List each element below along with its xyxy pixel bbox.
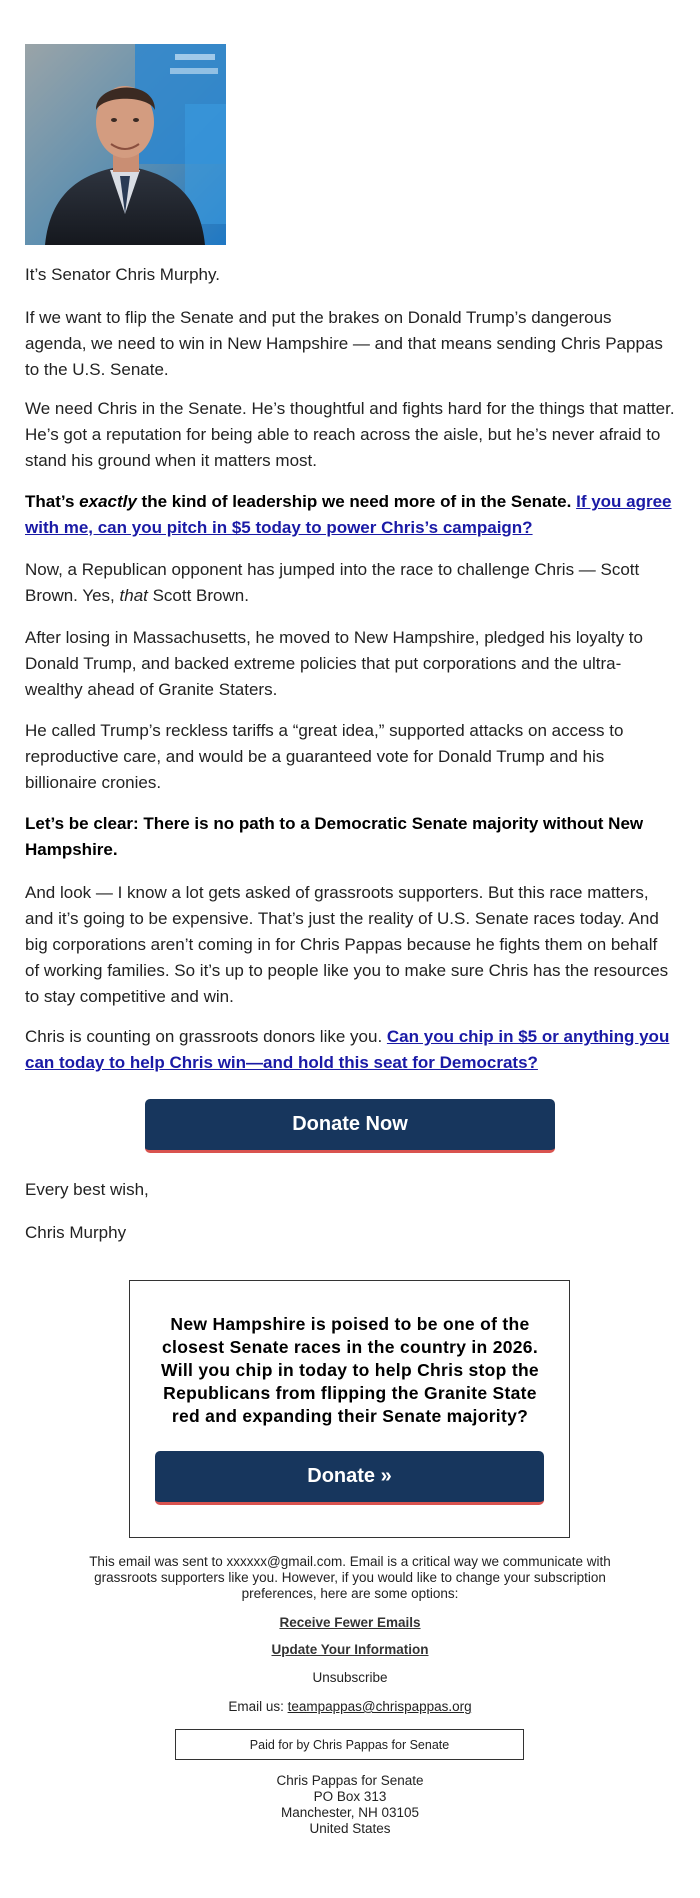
paragraph-counting-on [25, 1024, 675, 1076]
opponent-text-a: Now, a Republican opponent has jumped into the race to challenge Chris — Scott Brown. Yes, [25, 560, 640, 605]
paragraph-flip-senate: If we want to flip the Senate and put the brakes on Donald Trump’s dangerous agenda, we need to win in New Hampshire — and that means sending Chris Pappas to the U.S. Senate. [25, 308, 663, 379]
promo-donate-button[interactable]: Donate » [155, 1451, 544, 1505]
footer-email-us [70, 1699, 630, 1715]
senator-photo [25, 44, 226, 245]
update-information-link[interactable]: Update Your Information [271, 1642, 429, 1657]
paid-for-box: Paid for by Chris Pappas for Senate [175, 1729, 524, 1760]
footer-update-info [70, 1642, 630, 1658]
paragraph-opponent [25, 557, 675, 609]
paragraph-be-clear [25, 811, 675, 863]
chip-in-link[interactable]: Can you chip in $5 or anything you can today to help Chris win—and hold this seat for Democrats? [25, 1027, 670, 1072]
leadership-bold-a: That’s [25, 492, 80, 511]
counting-on-text: Chris is counting on grassroots donors like you. [25, 1027, 387, 1046]
footer-address-pobox: PO Box 313 [313, 1789, 387, 1804]
pitch-in-link[interactable]: If you agree with me, can you pitch in $5 today to power Chris’s campaign? [25, 492, 672, 537]
receive-fewer-emails-link[interactable]: Receive Fewer Emails [279, 1615, 421, 1630]
email-us-link[interactable]: teampappas@chrispappas.org [287, 1699, 472, 1714]
paragraph-grassroots: And look — I know a lot gets asked of grassroots supporters. But this race matters, and it’s going to be expensive. That’s just the reality of U.S. Senate races today. And big corporations aren’t coming in for Chris Pappas because he fights them on behalf of working families. So it’s up to people like you to make sure Chris has the resources to stay competitive and win. [25, 883, 669, 1006]
signature: Chris Murphy [25, 1223, 127, 1242]
footer-fewer-emails [70, 1615, 630, 1631]
opponent-emphasis: that [119, 586, 148, 605]
paragraph-leadership [25, 489, 675, 541]
footer-notice: This email was sent to xxxxxx@gmail.com. Email is a critical way we communicate with grassroots supporters like you. However, if you would like to change your subscription preferences, here are some options: [89, 1554, 611, 1601]
closing-line: Every best wish, [25, 1180, 149, 1199]
portrait-photo-icon [25, 44, 226, 245]
donate-now-button[interactable]: Donate Now [145, 1099, 555, 1153]
footer-address-name: Chris Pappas for Senate [276, 1773, 424, 1788]
intro-line: It’s Senator Chris Murphy. [25, 265, 220, 284]
promo-text: New Hampshire is poised to be one of the closest Senate races in the country in 2026. Will you chip in today to help Chris stop the Republicans from flipping the Granite State red and expanding their Senate majority? [161, 1314, 539, 1426]
paragraph-massachusetts: After losing in Massachusetts, he moved to New Hampshire, pledged his loyalty to Donald Trump, and backed extreme policies that put corporations and the ultra-wealthy ahead of Granite Staters. [25, 628, 643, 699]
footer-address-country: United States [309, 1821, 391, 1836]
email-us-label: Email us: [228, 1699, 288, 1714]
leadership-bold-b: the kind of leadership we need more of in the Senate. [136, 492, 572, 511]
leadership-emphasis: exactly [79, 492, 137, 511]
footer-unsubscribe[interactable]: Unsubscribe [312, 1670, 388, 1685]
paragraph-chris-in-senate: We need Chris in the Senate. He’s thoughtful and fights hard for the things that matter. He’s got a reputation for being able to reach across the aisle, but he’s never afraid to stand his ground when it matters most. [25, 399, 675, 470]
footer-address-city: Manchester, NH 03105 [280, 1805, 420, 1820]
be-clear-bold: Let’s be clear: There is no path to a Democratic Senate majority without New Hampshire. [25, 814, 644, 859]
opponent-text-b: Scott Brown. [147, 586, 249, 605]
promo-box [129, 1280, 570, 1538]
paragraph-tariffs: He called Trump’s reckless tariffs a “great idea,” supported attacks on access to reproductive care, and would be a guaranteed vote for Donald Trump and his billionaire cronies. [25, 721, 624, 792]
